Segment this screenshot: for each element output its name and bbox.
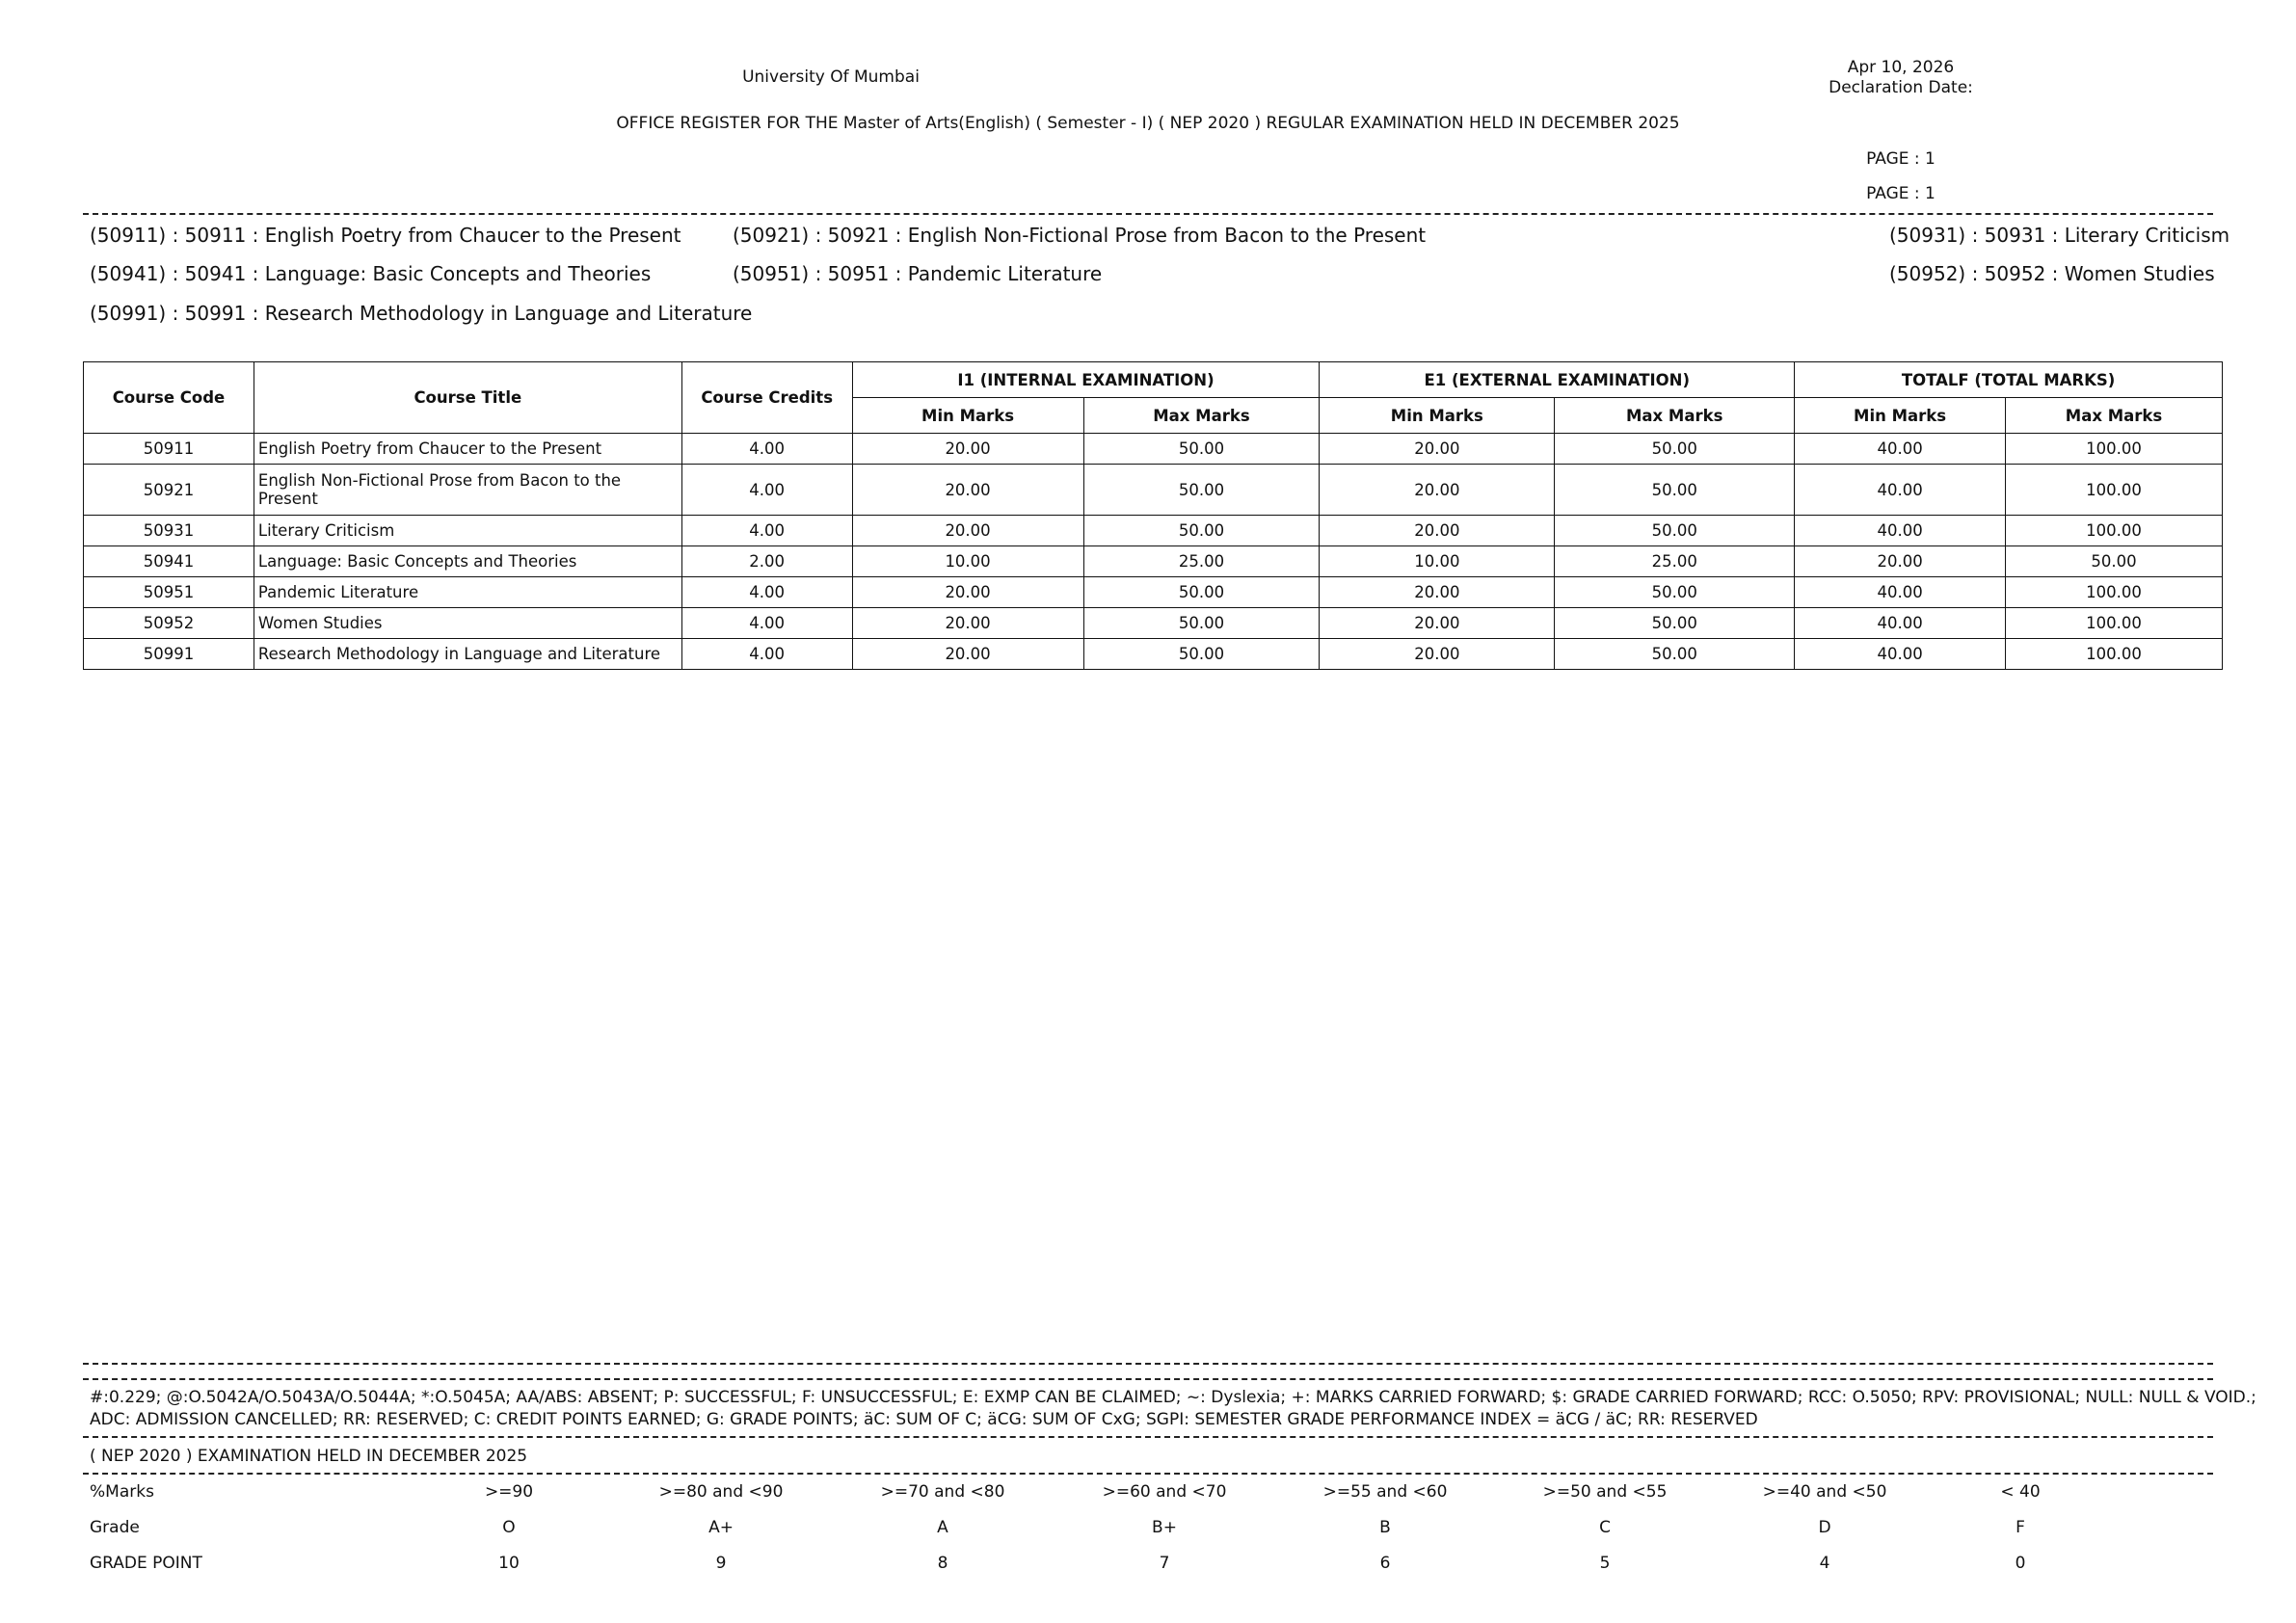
course-code-cell: 50911: [84, 434, 254, 465]
external-max-cell: 50.00: [1555, 516, 1795, 546]
report-date: Apr 10, 2026: [1847, 58, 1955, 77]
grade-marks-range: >=50 and <55: [1542, 1482, 1668, 1502]
grade-letter: A: [937, 1518, 948, 1537]
total-max-cell: 100.00: [2006, 434, 2223, 465]
course-title-cell: English Poetry from Chaucer to the Present: [254, 434, 681, 465]
grade-point: 4: [1819, 1554, 1830, 1573]
internal-max-cell: 50.00: [1083, 608, 1320, 639]
total-min-cell: 40.00: [1795, 577, 2006, 608]
internal-max-cell: 50.00: [1083, 639, 1320, 670]
internal-max-cell: 50.00: [1083, 516, 1320, 546]
table-row: [84, 516, 2223, 546]
grade-letter: O: [502, 1518, 516, 1537]
course-title-cell: [254, 465, 681, 516]
course-title-cell: Pandemic Literature: [254, 577, 681, 608]
footer-divider: [83, 1436, 2213, 1438]
university-name: University Of Mumbai: [742, 67, 920, 87]
internal-max-cell: 50.00: [1083, 577, 1320, 608]
course-code-cell: 50991: [84, 639, 254, 670]
grade-table-label-grade: Grade: [90, 1518, 140, 1537]
declaration-date-label: Declaration Date:: [1829, 78, 1973, 97]
page-number: PAGE : 1: [1866, 149, 1936, 169]
header-internal-exam: I1 (INTERNAL EXAMINATION): [852, 362, 1320, 398]
course-list-item: (50941) : 50941 : Language: Basic Concepts and Theories: [90, 262, 652, 285]
table-row: [84, 608, 2223, 639]
course-title-line: Present: [257, 490, 318, 508]
header-max-marks: Max Marks: [1555, 398, 1795, 434]
grade-marks-range: >=40 and <50: [1762, 1482, 1887, 1502]
course-title-cell: Research Methodology in Language and Literature: [254, 639, 681, 670]
credits-cell: 2.00: [681, 546, 852, 577]
external-min-cell: 20.00: [1320, 465, 1555, 516]
course-code-cell: 50931: [84, 516, 254, 546]
header-divider: [83, 213, 2213, 215]
header-course-credits: Course Credits: [681, 362, 852, 434]
course-title-cell: Literary Criticism: [254, 516, 681, 546]
internal-min-cell: 20.00: [852, 434, 1083, 465]
grade-marks-range: < 40: [2000, 1482, 2041, 1502]
total-min-cell: 40.00: [1795, 608, 2006, 639]
grade-point: 8: [937, 1554, 948, 1573]
credits-cell: 4.00: [681, 434, 852, 465]
course-marks-table: [83, 361, 2223, 670]
header-max-marks: Max Marks: [1083, 398, 1320, 434]
table-row: [84, 577, 2223, 608]
grade-marks-range: >=55 and <60: [1322, 1482, 1448, 1502]
credits-cell: 4.00: [681, 608, 852, 639]
course-title-line: English Non-Fictional Prose from Bacon to the: [257, 471, 622, 490]
course-list-item: (50951) : 50951 : Pandemic Literature: [733, 262, 1103, 285]
credits-cell: 4.00: [681, 577, 852, 608]
external-min-cell: 10.00: [1320, 546, 1555, 577]
external-min-cell: 20.00: [1320, 434, 1555, 465]
header-min-marks: Min Marks: [852, 398, 1083, 434]
header-min-marks: Min Marks: [1320, 398, 1555, 434]
grade-marks-range: >=80 and <90: [658, 1482, 784, 1502]
external-max-cell: 50.00: [1555, 465, 1795, 516]
total-min-cell: 40.00: [1795, 434, 2006, 465]
internal-min-cell: 20.00: [852, 639, 1083, 670]
header-max-marks: Max Marks: [2006, 398, 2223, 434]
grade-marks-range: >=90: [484, 1482, 534, 1502]
internal-min-cell: 20.00: [852, 465, 1083, 516]
exam-note: ( NEP 2020 ) EXAMINATION HELD IN DECEMBER 2025: [90, 1447, 528, 1466]
internal-max-cell: 50.00: [1083, 465, 1320, 516]
total-max-cell: 100.00: [2006, 577, 2223, 608]
grade-point: 6: [1379, 1554, 1391, 1573]
external-max-cell: 25.00: [1555, 546, 1795, 577]
grade-point: 0: [2015, 1554, 2026, 1573]
external-max-cell: 50.00: [1555, 608, 1795, 639]
external-min-cell: 20.00: [1320, 577, 1555, 608]
total-min-cell: 20.00: [1795, 546, 2006, 577]
grade-point: 9: [715, 1554, 727, 1573]
internal-min-cell: 20.00: [852, 577, 1083, 608]
course-list-item: (50911) : 50911 : English Poetry from Chaucer to the Present: [90, 224, 681, 247]
header-course-code: Course Code: [84, 362, 254, 434]
grade-table-label-point: GRADE POINT: [90, 1554, 202, 1573]
internal-min-cell: 20.00: [852, 516, 1083, 546]
grade-letter: B+: [1152, 1518, 1177, 1537]
course-list-item: (50991) : 50991 : Research Methodology in Language and Literature: [90, 302, 753, 325]
footer-divider: [83, 1378, 2213, 1380]
table-row: [84, 434, 2223, 465]
course-title-cell: Language: Basic Concepts and Theories: [254, 546, 681, 577]
register-title: OFFICE REGISTER FOR THE Master of Arts(English) ( Semester - I) ( NEP 2020 ) REGULAR EXAMINATION HELD IN DECEMBER 2025: [616, 114, 1680, 133]
course-list-item: (50931) : 50931 : Literary Criticism: [1889, 224, 2230, 247]
total-max-cell: 50.00: [2006, 546, 2223, 577]
total-max-cell: 100.00: [2006, 516, 2223, 546]
header-total-marks: TOTALF (TOTAL MARKS): [1795, 362, 2223, 398]
grade-table-label-marks: %Marks: [90, 1482, 154, 1502]
internal-max-cell: 50.00: [1083, 434, 1320, 465]
total-max-cell: 100.00: [2006, 639, 2223, 670]
grade-point: 10: [498, 1554, 520, 1573]
credits-cell: 4.00: [681, 516, 852, 546]
grade-letter: A+: [708, 1518, 734, 1537]
grade-point: 7: [1159, 1554, 1170, 1573]
grade-letter: F: [2016, 1518, 2025, 1537]
course-code-cell: 50951: [84, 577, 254, 608]
total-min-cell: 40.00: [1795, 465, 2006, 516]
internal-min-cell: 10.00: [852, 546, 1083, 577]
credits-cell: 4.00: [681, 639, 852, 670]
grade-letter: D: [1818, 1518, 1831, 1537]
course-code-cell: 50941: [84, 546, 254, 577]
internal-min-cell: 20.00: [852, 608, 1083, 639]
total-max-cell: 100.00: [2006, 465, 2223, 516]
table-row: [84, 639, 2223, 670]
course-title-cell: Women Studies: [254, 608, 681, 639]
legend-line: #:0.229; @:O.5042A/O.5043A/O.5044A; *:O.5045A; AA/ABS: ABSENT; P: SUCCESSFUL; F: UNSUCCESSFUL; E: EXMP CAN BE CLAIMED; ~: Dyslexia; +: MARKS CARRIED FORWARD; $: GRADE CARRIED FORWARD; RCC: O.5050; RPV: PROVISIONAL; NULL: NULL & VOID.;: [90, 1388, 2256, 1407]
grade-point: 5: [1599, 1554, 1611, 1573]
course-list-item: (50921) : 50921 : English Non-Fictional Prose from Bacon to the Present: [733, 224, 1427, 247]
table-row: [84, 465, 2223, 516]
total-min-cell: 40.00: [1795, 516, 2006, 546]
page-number-secondary: PAGE : 1: [1866, 184, 1936, 203]
header-course-title: Course Title: [254, 362, 681, 434]
external-min-cell: 20.00: [1320, 516, 1555, 546]
course-code-cell: 50952: [84, 608, 254, 639]
external-max-cell: 50.00: [1555, 639, 1795, 670]
footer-divider: [83, 1363, 2213, 1365]
course-code-cell: 50921: [84, 465, 254, 516]
grade-letter: C: [1599, 1518, 1611, 1537]
grade-marks-range: >=70 and <80: [880, 1482, 1005, 1502]
grade-letter: B: [1379, 1518, 1391, 1537]
header-min-marks: Min Marks: [1795, 398, 2006, 434]
external-min-cell: 20.00: [1320, 639, 1555, 670]
total-min-cell: 40.00: [1795, 639, 2006, 670]
internal-max-cell: 25.00: [1083, 546, 1320, 577]
course-list-item: (50952) : 50952 : Women Studies: [1889, 262, 2215, 285]
external-max-cell: 50.00: [1555, 434, 1795, 465]
external-max-cell: 50.00: [1555, 577, 1795, 608]
total-max-cell: 100.00: [2006, 608, 2223, 639]
external-min-cell: 20.00: [1320, 608, 1555, 639]
legend-line: ADC: ADMISSION CANCELLED; RR: RESERVED; C: CREDIT POINTS EARNED; G: GRADE POINTS; äC: SUM OF C; äCG: SUM OF CxG; SGPI: SEMESTER GRADE PERFORMANCE INDEX = äCG / äC; RR: RESERVED: [90, 1410, 1758, 1429]
header-external-exam: E1 (EXTERNAL EXAMINATION): [1320, 362, 1795, 398]
grade-marks-range: >=60 and <70: [1102, 1482, 1227, 1502]
credits-cell: 4.00: [681, 465, 852, 516]
footer-divider: [83, 1473, 2213, 1475]
table-row: [84, 546, 2223, 577]
